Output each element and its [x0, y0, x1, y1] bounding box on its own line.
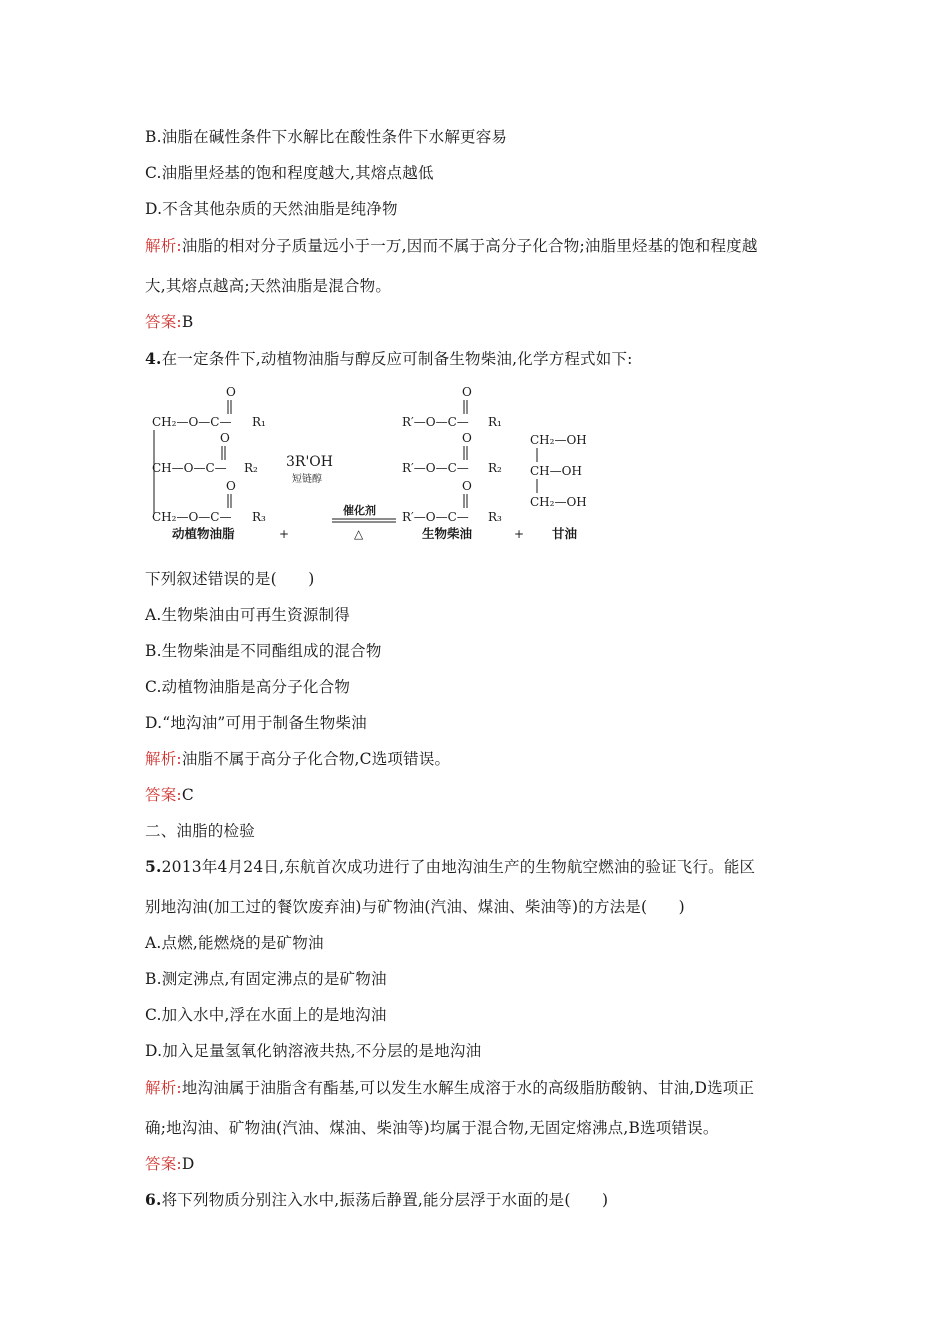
ester-o-2: O	[462, 431, 472, 445]
answer-value: D	[181, 1155, 195, 1173]
question-text: 在一定条件下,动植物油脂与醇反应可制备生物柴油,化学方程式如下:	[161, 350, 633, 368]
q4-analysis	[145, 749, 450, 769]
ch2-o-c-3: CH₂—O—C—	[152, 510, 232, 524]
q4-option-a: A.生物柴油由可再生资源制得	[145, 606, 350, 624]
analysis-label: 解析:	[145, 1079, 182, 1097]
q5-analysis-line2: 确;地沟油、矿物油(汽油、煤油、柴油等)均属于混合物,无固定熔沸点,B选项错误。	[145, 1119, 719, 1137]
glycerol-3: CH₂—OH	[530, 495, 587, 509]
q3-analysis-line1	[145, 236, 758, 256]
product2-name: 甘油	[552, 526, 578, 541]
q4-stem	[145, 349, 633, 369]
plus-1: +	[279, 527, 290, 541]
q6-stem	[145, 1190, 608, 1210]
q3-option-b: B.油脂在碱性条件下水解比在酸性条件下水解更容易	[145, 128, 508, 146]
q5-analysis-line1	[145, 1078, 754, 1098]
r3: R₃	[252, 510, 266, 524]
ester-o-3: O	[462, 479, 472, 493]
q4-option-d: D.“地沟油”可用于制备生物柴油	[145, 714, 367, 732]
heat-symbol: △	[354, 527, 364, 541]
q4-prompt: 下列叙述错误的是( )	[145, 570, 315, 588]
answer-label: 答案:	[145, 786, 182, 804]
glycerol-2: CH—OH	[530, 464, 582, 478]
carbonyl-o-2: O	[220, 431, 230, 445]
ester-r3: R₃	[488, 510, 502, 524]
r2: R₂	[244, 461, 258, 475]
analysis-text: 油脂的相对分子质量远小于一万,因而不属于高分子化合物;油脂里烃基的饱和程度越	[181, 237, 758, 255]
q4-option-c: C.动植物油脂是高分子化合物	[145, 678, 351, 696]
q5-stem-line2: 别地沟油(加工过的餐饮废弃油)与矿物油(汽油、煤油、柴油等)的方法是( )	[145, 898, 685, 916]
answer-label: 答案:	[145, 1155, 182, 1173]
ch-o-c: CH—O—C—	[152, 461, 227, 475]
answer-value: B	[181, 313, 194, 331]
answer-value: C	[181, 786, 194, 804]
q5-option-d: D.加入足量氢氧化钠溶液共热,不分层的是地沟油	[145, 1042, 482, 1060]
ester-o-1: O	[462, 385, 472, 399]
question-number: 4.	[145, 349, 162, 368]
question-number: 5.	[145, 857, 162, 876]
q3-option-d: D.不含其他杂质的天然油脂是纯净物	[145, 200, 398, 218]
q4-answer	[145, 785, 194, 805]
ester-r2: R₂	[488, 461, 502, 475]
analysis-text: 地沟油属于油脂含有酯基,可以发生水解生成溶于水的高级脂肪酸钠、甘油,D选项正	[181, 1079, 755, 1097]
ester-r1: R₁	[488, 415, 502, 429]
answer-label: 答案:	[145, 313, 182, 331]
reactant2-formula: 3R'OH	[286, 454, 333, 470]
q3-option-c: C.油脂里烃基的饱和程度越大,其熔点越低	[145, 164, 434, 182]
ester-prefix-1: R′—O—C—	[402, 415, 469, 429]
q3-answer	[145, 312, 193, 332]
analysis-label: 解析:	[145, 237, 182, 255]
ester-prefix-2: R′—O—C—	[402, 461, 469, 475]
question-number: 6.	[145, 1190, 162, 1209]
carbonyl-o-1: O	[226, 385, 236, 399]
question-text: 将下列物质分别注入水中,振荡后静置,能分层浮于水面的是( )	[161, 1191, 609, 1209]
product1-name: 生物柴油	[422, 526, 473, 541]
reactant2-name: 短链醇	[292, 474, 322, 485]
q3-analysis-line2: 大,其熔点越高;天然油脂是混合物。	[145, 277, 392, 295]
q5-stem-line1	[145, 857, 755, 877]
reaction-diagram	[140, 378, 620, 548]
carbonyl-o-3: O	[226, 479, 236, 493]
reactant1-name: 动植物油脂	[172, 526, 235, 541]
ester-prefix-3: R′—O—C—	[402, 510, 469, 524]
analysis-label: 解析:	[145, 750, 182, 768]
q5-option-b: B.测定沸点,有固定沸点的是矿物油	[145, 970, 387, 988]
q5-option-a: A.点燃,能燃烧的是矿物油	[145, 934, 324, 952]
analysis-text: 油脂不属于高分子化合物,C选项错误。	[181, 750, 451, 768]
catalyst-label: 催化剂	[343, 504, 376, 517]
ch2-o-c-1: CH₂—O—C—	[152, 415, 232, 429]
q5-answer	[145, 1154, 194, 1174]
q5-option-c: C.加入水中,浮在水面上的是地沟油	[145, 1006, 387, 1024]
glycerol-1: CH₂—OH	[530, 433, 587, 447]
plus-2: +	[514, 527, 525, 541]
q4-option-b: B.生物柴油是不同酯组成的混合物	[145, 642, 382, 660]
r1: R₁	[252, 415, 266, 429]
question-text: 2013年4月24日,东航首次成功进行了由地沟油生产的生物航空燃油的验证飞行。能区	[161, 858, 756, 876]
section-title: 二、油脂的检验	[145, 822, 255, 840]
